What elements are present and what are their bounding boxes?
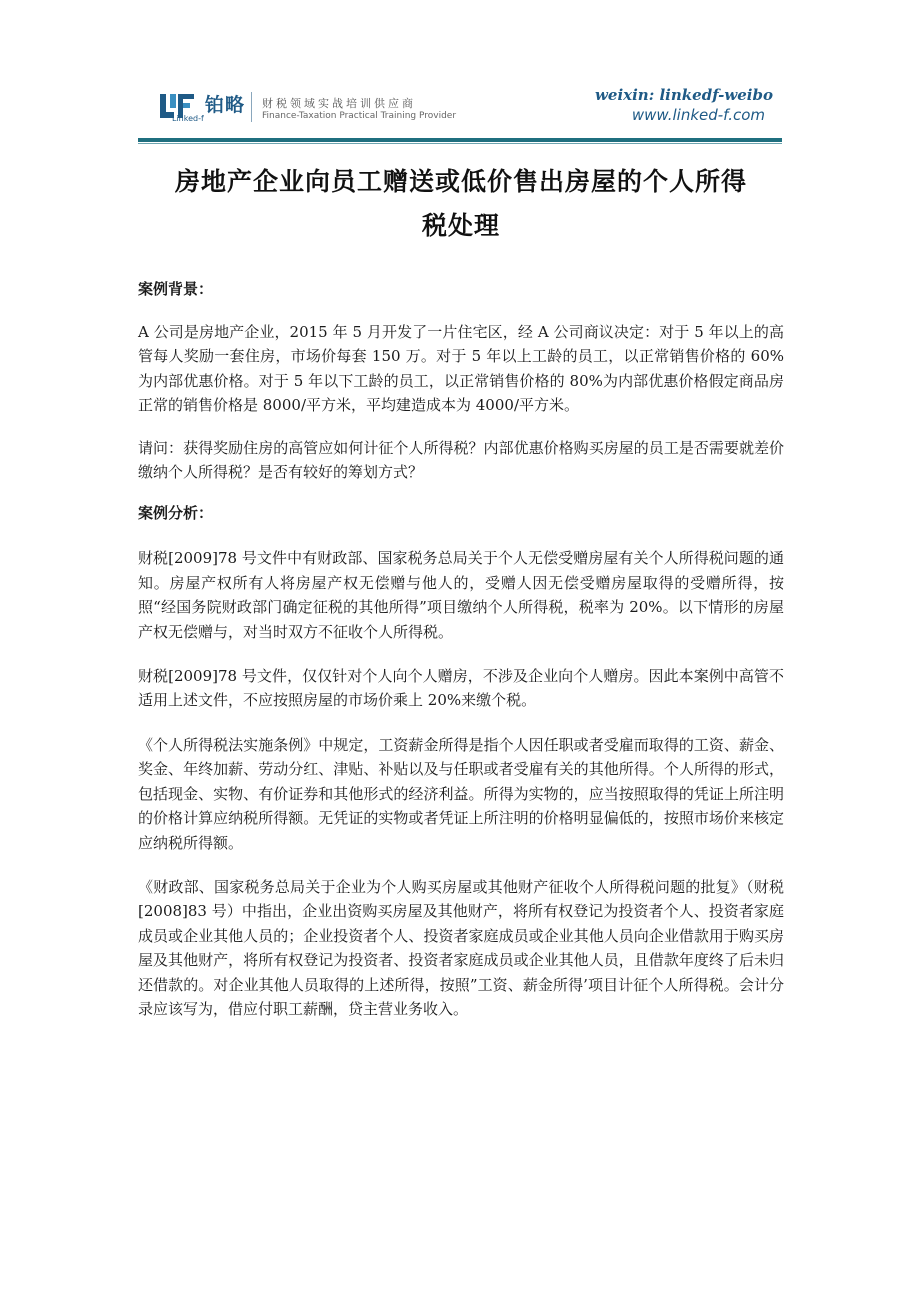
section-heading-background: 案例背景：: [138, 280, 214, 298]
weixin-id: weixin: linkedf-weibo: [595, 86, 773, 104]
paragraph-analysis-4: 《财政部、国家税务总局关于企业为个人购买房屋或其他财产征收个人所得税问题的批复》（财税[2008]83 号）中指出，企业出资购买房屋及其他财产，将所有权登记为投资者个人、投资者家庭成员或企业其他人员的；企业投资者个人、投资者家庭成员或企业其他人员向企业借款用于购买房屋及其他财产，将所有权登记为投资者、投资者家庭成员或企业其他人员，且借款年度终了后未归还借款的。对企业其他人员取得的上述所得，按照”工资、薪金所得’项目计征个人所得税。会计分录应该写为，借应付职工薪酬，贷主营业务收入。: [138, 877, 784, 1018]
logo-separator: [251, 92, 252, 122]
paragraph-analysis-1: 财税[2009]78 号文件中有财政部、国家税务总局关于个人无偿受赠房屋有关个人所得税问题的通知。房屋产权所有人将房屋产权无偿赠与他人的，受赠人因无偿受赠房屋取得的受赠所得，按照“经国务院财政部门确定征税的其他所得”项目缴纳个人所得税，税率为 20%。以下情形的房屋产权无偿赠与，对当时双方不征收个人所得税。: [138, 549, 784, 641]
title-line-2: 税处理: [421, 211, 500, 240]
paragraph-analysis-2: 财税[2009]78 号文件，仅仅针对个人向个人赠房，不涉及企业向个人赠房。因此本案例中高管不适用上述文件，不应按照房屋的市场价乘上 20%来缴个税。: [138, 667, 784, 710]
website-link[interactable]: www.linked-f.com: [631, 106, 765, 124]
header-rule-thick: [138, 138, 782, 142]
logo-text-cn: 铂略: [205, 94, 246, 116]
tagline-cn: 财税领域实战培训供应商: [262, 97, 416, 110]
tagline-en: Finance-Taxation Practical Training Provider: [262, 111, 457, 121]
page-header: [0, 0, 920, 150]
document-body: [138, 160, 784, 1021]
logo-text-en: Linked-f: [172, 114, 204, 123]
paragraph-background-2: 请问：获得奖励住房的高管应如何计征个人所得税？内部优惠价格购买房屋的员工是否需要就差价缴纳个人所得税？是否有较好的筹划方式？: [138, 438, 784, 482]
paragraph-background-1: A 公司是房地产企业，2015 年 5 月开发了一片住宅区，经 A 公司商议决定：对于 5 年以上的高管每人奖励一套住房，市场价每套 150 万。对于 5 年以上工龄的员工，以正常销售价格的 60%为内部优惠价格。对于 5 年以下工龄的员工，以正常销售价格的 80%为内部优惠价格假定商品房正常的销售价格是 8000/平方米，平均建造成本为 4000/平方米。: [138, 323, 784, 415]
section-heading-analysis: 案例分析：: [138, 504, 214, 523]
header-rule-thin: [138, 143, 782, 144]
paragraph-analysis-3: 《个人所得税法实施条例》中规定，工资薪金所得是指个人因任职或者受雇而取得的工资、薪金、奖金、年终加薪、劳动分红、津贴、补贴以及与任职或者受雇有关的其他所得。个人所得的形式，包括现金、实物、有价证券和其他形式的经济利益。所得为实物的，应当按照取得的凭证上所注明的价格计算应纳税所得额。无凭证的实物或者凭证上所注明的价格明显偏低的，按照市场价来核定应纳税所得额。: [138, 735, 784, 852]
title-line-1: 房地产企业向员工赠送或低价售出房屋的个人所得: [174, 167, 747, 196]
document-title: [138, 160, 784, 248]
